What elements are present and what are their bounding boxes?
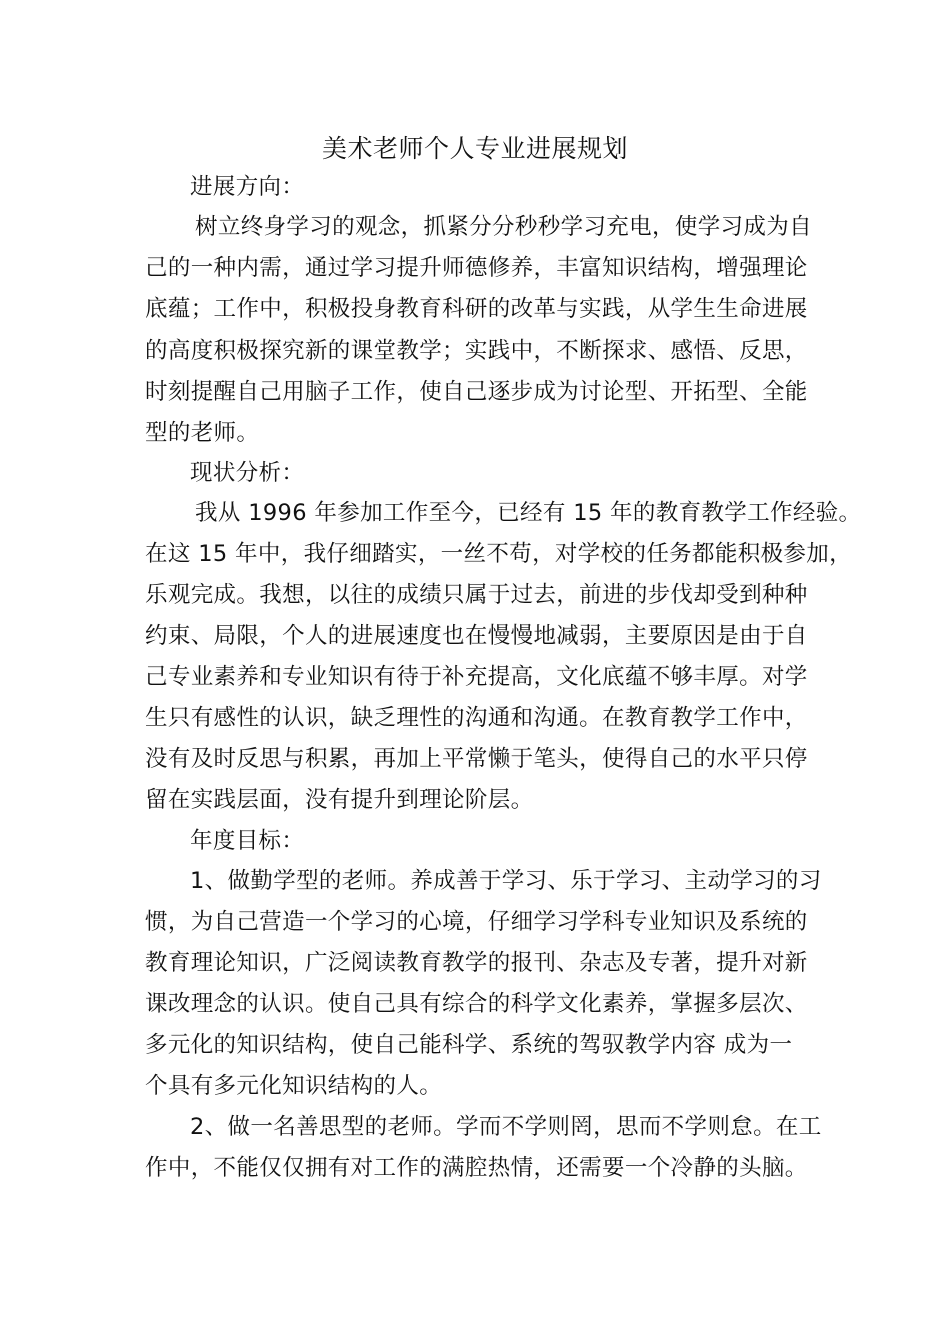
goal-item-line: 2、做一名善思型的老师。学而不学则罔，思而不学则怠。在工 — [190, 1114, 822, 1140]
section-heading-analysis: 现状分析： — [190, 460, 305, 486]
goal-item-line: 作中，不能仅仅拥有对工作的满腔热情，还需要一个冷静的头脑。 — [145, 1155, 808, 1181]
paragraph-line: 底蕴；工作中，积极投身教育科研的改革与实践，从学生生命进展 — [145, 296, 808, 322]
paragraph-line: 在这 15 年中，我仔细踏实，一丝不苟，对学校的任务都能积极参加， — [145, 541, 852, 567]
goal-item-line: 多元化的知识结构，使自己能科学、系统的驾驭教学内容 成为一 — [145, 1032, 793, 1058]
paragraph-line: 己的一种内需，通过学习提升师德修养，丰富知识结构，增强理论 — [145, 255, 808, 281]
document-title: 美术老师个人专业进展规划 — [321, 134, 628, 163]
paragraph-line: 约束、局限，个人的进展速度也在慢慢地减弱，主要原因是由于自 — [145, 623, 808, 649]
paragraph-line: 型的老师。 — [145, 420, 260, 446]
paragraph-line: 乐观完成。我想，以往的成绩只属于过去，前进的步伐却受到种种 — [145, 582, 808, 608]
paragraph-line: 留在实践层面，没有提升到理论阶层。 — [145, 787, 534, 813]
goal-item-line: 个具有多元化知识结构的人。 — [145, 1073, 443, 1099]
goal-item-line: 课改理念的认识。使自己具有综合的科学文化素养，掌握多层次、 — [145, 991, 808, 1017]
paragraph-line: 己专业素养和专业知识有待于补充提高，文化底蕴不够丰厚。对学 — [145, 664, 808, 690]
paragraph-line: 我从 1996 年参加工作至今，已经有 15 年的教育教学工作经验。 — [195, 500, 862, 526]
paragraph-line: 时刻提醒自己用脑子工作，使自己逐步成为讨论型、开拓型、全能 — [145, 379, 808, 405]
section-heading-direction: 进展方向： — [190, 174, 305, 200]
paragraph-line: 的高度积极探究新的课堂教学；实践中，不断探求、感悟、反思， — [145, 338, 808, 364]
paragraph-line: 生只有感性的认识，缺乏理性的沟通和沟通。在教育教学工作中， — [145, 705, 808, 731]
goal-item-line: 惯，为自己营造一个学习的心境，仔细学习学科专业知识及系统的 — [145, 909, 808, 935]
section-heading-goals: 年度目标： — [190, 828, 305, 854]
paragraph-line: 树立终身学习的观念，抓紧分分秒秒学习充电，使学习成为自 — [195, 214, 812, 240]
goal-item-line: 1、做勤学型的老师。养成善于学习、乐于学习、主动学习的习 — [190, 868, 822, 894]
paragraph-line: 没有及时反思与积累，再加上平常懒于笔头，使得自己的水平只停 — [145, 746, 808, 772]
goal-item-line: 教育理论知识，广泛阅读教育教学的报刊、杂志及专著，提升对新 — [145, 950, 808, 976]
